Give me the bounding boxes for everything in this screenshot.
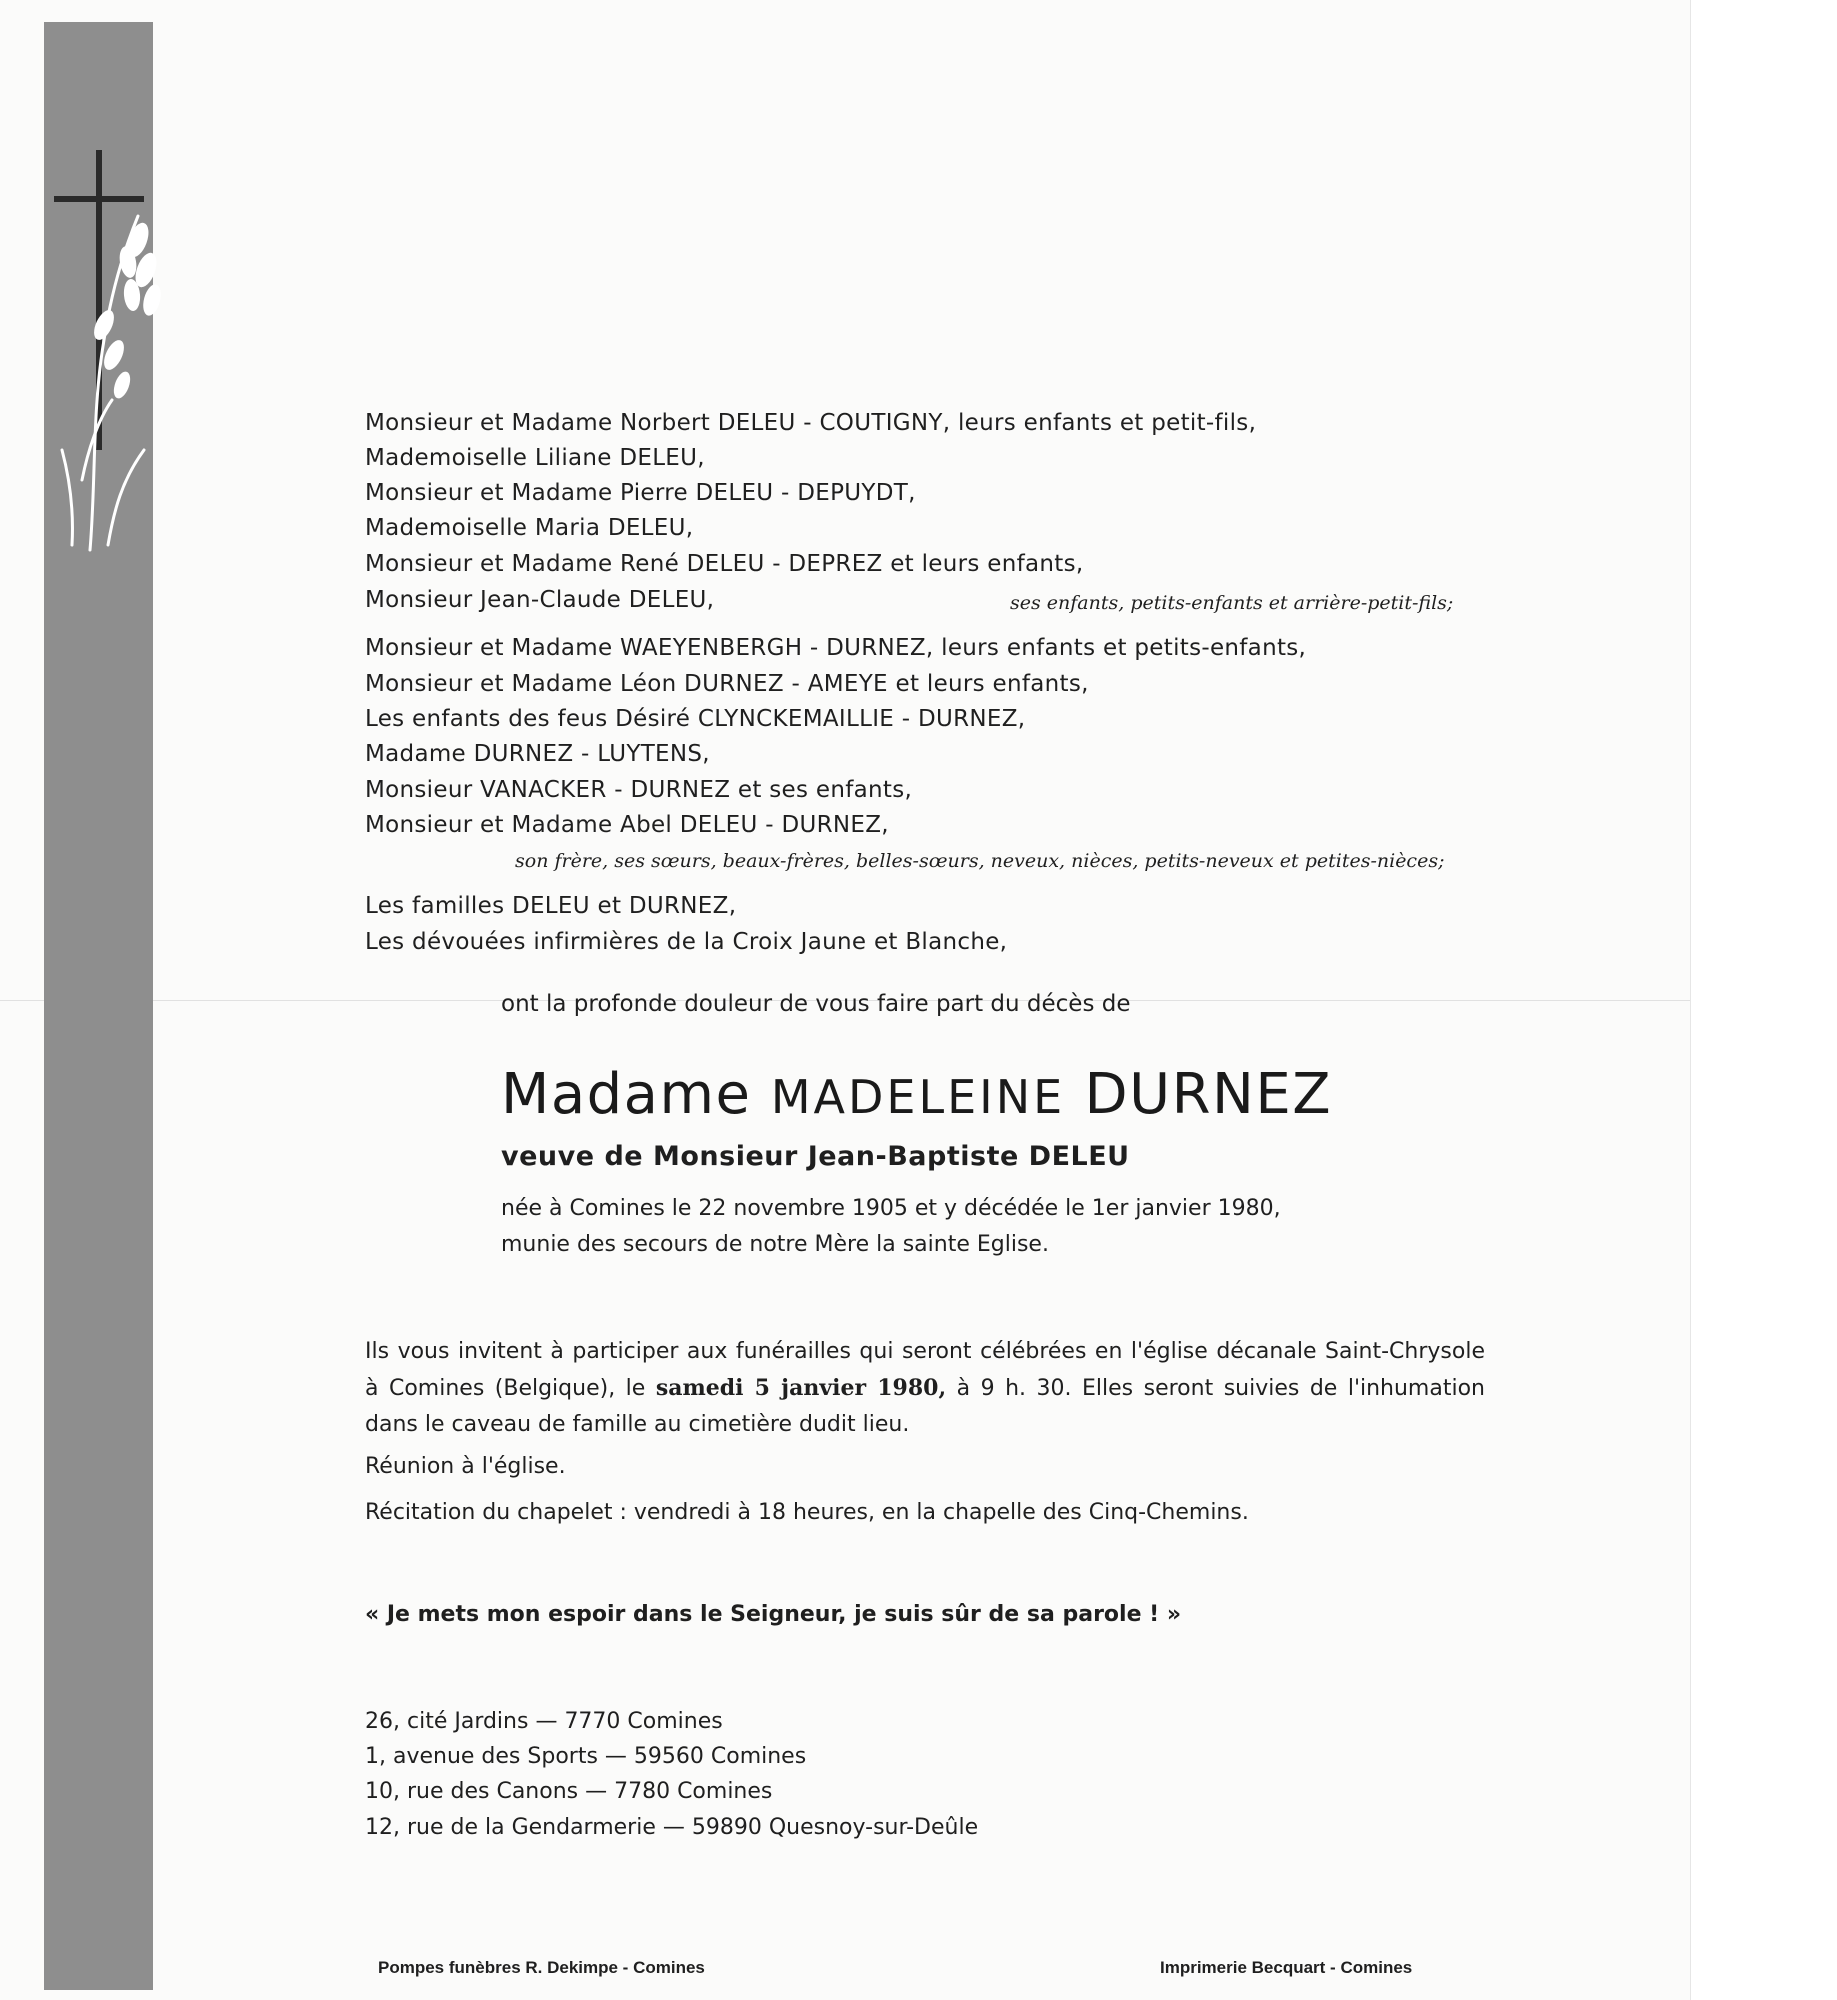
deceased-name [501,1062,1332,1127]
footer-printer: Imprimerie Becquart - Comines [1160,1958,1413,1977]
family-line: Mademoiselle Maria DELEU, [365,515,694,541]
family-line: Monsieur et Madame Léon DURNEZ - AMEYE et leurs enfants, [365,671,1089,697]
church-line: munie des secours de notre Mère la sainte Eglise. [501,1232,1049,1257]
family-line: Madame DURNEZ - LUYTENS, [365,741,710,767]
address-line: 12, rue de la Gendarmerie — 59890 Quesnoy-sur-Deûle [365,1815,979,1840]
relation-siblings: son frère, ses sœurs, beaux-frères, belles-sœurs, neveux, nièces, petits-neveux et petites-nièces; [515,850,1445,872]
cross-wheat-icon [52,150,162,570]
rosary-note: Récitation du chapelet : vendredi à 18 heures, en la chapelle des Cinq-Chemins. [365,1500,1249,1525]
invitation-part1: Ils vous invitent à participer aux funérailles qui seront célébrées en l'église décanale Saint-Chrysole à Comines (Belgique), le [365,1339,1485,1401]
lead-in: ont la profonde douleur de vous faire part du décès de [501,991,1131,1017]
relation-children: ses enfants, petits-enfants et arrière-petit-fils; [1010,592,1454,614]
meeting-note: Réunion à l'église. [365,1454,566,1479]
family-line: Monsieur et Madame Abel DELEU - DURNEZ, [365,812,889,838]
family-line: Monsieur et Madame René DELEU - DEPREZ et leurs enfants, [365,551,1084,577]
first-name: MADELEINE [770,1070,1066,1124]
family-line: Monsieur Jean-Claude DELEU, [365,587,715,613]
funeral-date: samedi 5 janvier 1980, [655,1375,947,1401]
footer-funeral-home: Pompes funèbres R. Dekimpe - Comines [378,1958,705,1977]
family-line: Monsieur et Madame Pierre DELEU - DEPUYDT, [365,480,916,506]
last-name: DURNEZ [1084,1062,1333,1127]
family-line: Monsieur et Madame WAEYENBERGH - DURNEZ, leurs enfants et petits-enfants, [365,635,1307,661]
address-line: 10, rue des Canons — 7780 Comines [365,1779,773,1804]
address-line: 1, avenue des Sports — 59560 Comines [365,1744,807,1769]
family-line: Mademoiselle Liliane DELEU, [365,445,705,471]
scripture-quote: « Je mets mon espoir dans le Seigneur, je suis sûr de sa parole ! » [365,1602,1182,1627]
address-line: 26, cité Jardins — 7770 Comines [365,1709,723,1734]
invitation-paragraph [365,1334,1485,1443]
name-prefix: Madame [501,1062,752,1127]
birth-line: née à Comines le 22 novembre 1905 et y décédée le 1er janvier 1980, [501,1196,1281,1221]
family-line: Les enfants des feus Désiré CLYNCKEMAILLIE - DURNEZ, [365,706,1026,732]
family-line: Les dévouées infirmières de la Croix Jaune et Blanche, [365,929,1008,955]
page-edge [1690,0,1837,2000]
family-line: Monsieur et Madame Norbert DELEU - COUTIGNY, leurs enfants et petit-fils, [365,410,1257,436]
invitation-part2: à 9 h. 30. Elles seront suivies de l'inhumation dans le caveau de famille au cimetière dudit lieu. [365,1376,1485,1437]
family-line: Les familles DELEU et DURNEZ, [365,893,737,919]
family-line: Monsieur VANACKER - DURNEZ et ses enfants, [365,777,913,803]
widow-of: veuve de Monsieur Jean-Baptiste DELEU [501,1141,1130,1172]
